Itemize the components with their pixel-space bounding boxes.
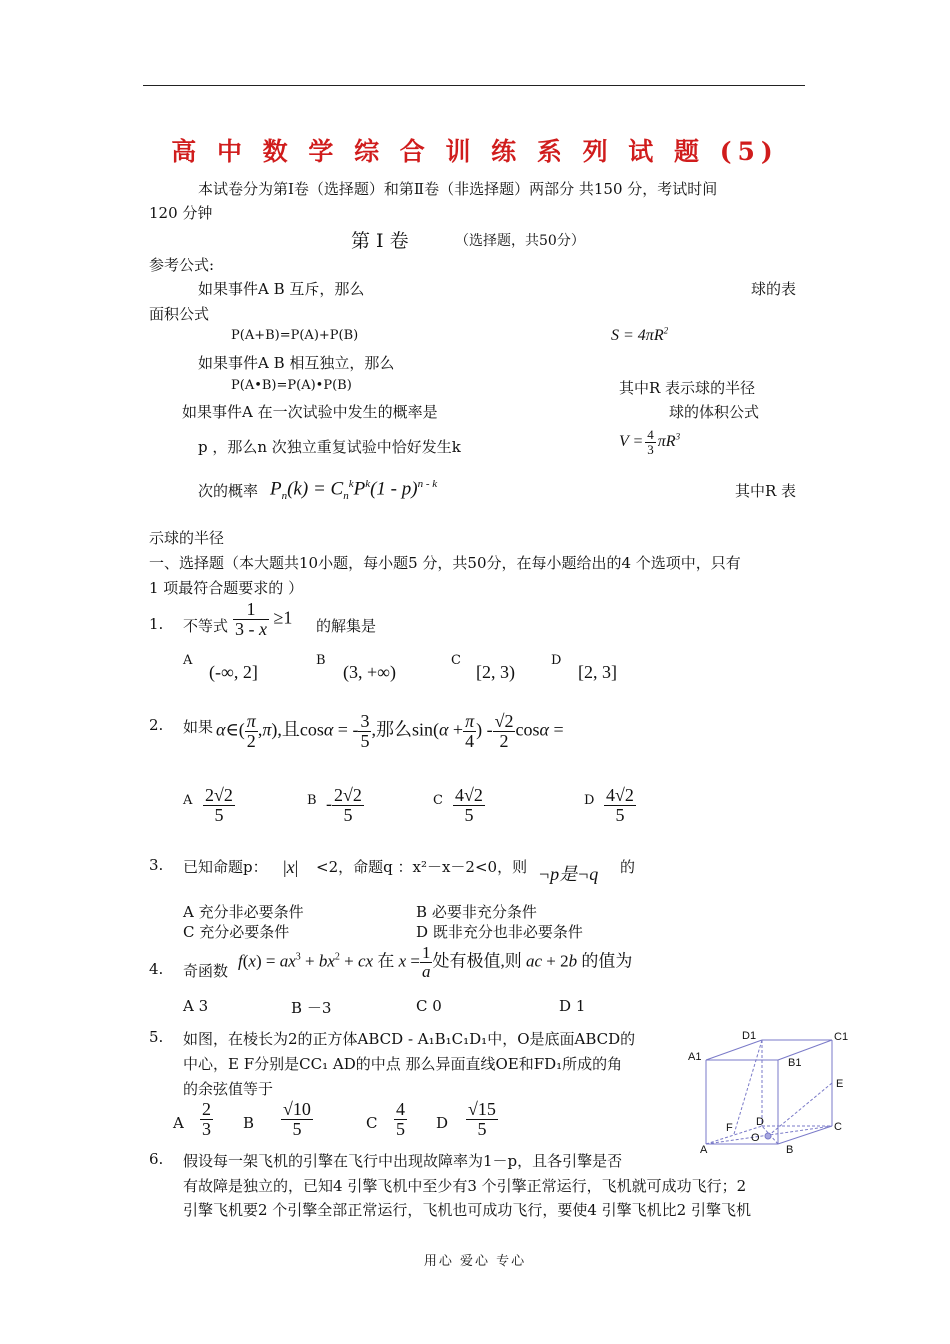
option-text: $\frac{4√2}{5}$ bbox=[606, 785, 634, 825]
question-line: 中心，E F分别是CC₁ AD的中点 那么异面直线OE和FD₁所成的角 bbox=[183, 1055, 623, 1073]
center-point bbox=[765, 1133, 771, 1139]
option-label: A bbox=[173, 1114, 184, 1132]
question-number: 2. bbox=[149, 716, 164, 734]
question-stem: 如果 bbox=[183, 718, 214, 736]
option-label: C bbox=[366, 1114, 378, 1132]
q1-inequality: $\frac{1}{3 - x}$ ≥1 bbox=[235, 599, 293, 639]
vertex-label: B1 bbox=[788, 1057, 802, 1069]
question-stem: 的 bbox=[620, 858, 636, 876]
formula-text: 球的表 bbox=[751, 280, 797, 298]
sphere-area-formula bbox=[611, 326, 668, 345]
question-line: 的余弦值等于 bbox=[183, 1080, 274, 1098]
option-label: B bbox=[243, 1114, 255, 1132]
option-label: D bbox=[436, 1114, 449, 1132]
page-footer: 用心 爱心 专心 bbox=[423, 1254, 527, 1269]
vertex-label: A1 bbox=[688, 1051, 702, 1063]
intro-text-cont: 120 分钟 bbox=[149, 204, 213, 222]
header-rule bbox=[143, 85, 805, 86]
vertex-label: D1 bbox=[742, 1030, 757, 1042]
question-line: 假设每一架飞机的引擎在飞行中出现故障率为1－p，且各引擎是否 bbox=[183, 1152, 623, 1170]
option-b: B 必要非充分条件 bbox=[416, 903, 537, 921]
vertex-label: C1 bbox=[834, 1031, 849, 1043]
option-text: $\frac{2√2}{5}$ bbox=[205, 785, 233, 825]
option-text: (3, +∞) bbox=[343, 662, 396, 682]
formula-text: 如果事件A 在一次试验中发生的概率是 bbox=[182, 403, 438, 421]
vertex-label: O bbox=[751, 1132, 760, 1144]
formula-text: 其中R 表示球的半径 bbox=[619, 379, 756, 397]
option-label: D bbox=[551, 653, 562, 668]
formula-text: 其中R 表 bbox=[735, 482, 797, 500]
option-label: C bbox=[433, 793, 443, 808]
formula-text: P(A•B)=P(A)•P(B) bbox=[231, 378, 352, 393]
option-a: A 3 bbox=[183, 997, 209, 1015]
q2-expression: α∈( $\frac{\pi}{2}$ ,π),且cosα = - $\frac{3}{5}$ ,那么sin(α + $\frac{\pi}{4}$ ) - $\frac{√2}{2}$ cosα = bbox=[216, 711, 564, 751]
page-title: 高 中 数 学 综 合 训 练 系 列 试 题 (5) bbox=[171, 137, 779, 166]
formula-text: 示球的半径 bbox=[149, 529, 225, 547]
question-stem: 不等式 bbox=[183, 617, 229, 635]
option-text: $\frac{2}{3}$ bbox=[202, 1099, 211, 1139]
formula-text: p ，那么n 次独立重复试验中恰好发生k bbox=[198, 438, 461, 456]
formula-text: 次的概率 bbox=[198, 482, 259, 500]
question-tail: 的解集是 bbox=[316, 617, 377, 635]
option-text: [2, 3] bbox=[578, 662, 617, 682]
cube-figure bbox=[684, 1026, 850, 1161]
option-label: B bbox=[307, 793, 317, 808]
option-label: A bbox=[183, 793, 193, 808]
option-text: [2, 3) bbox=[476, 662, 515, 682]
option-label: D bbox=[584, 793, 595, 808]
option-label: C bbox=[451, 653, 461, 668]
part-heading: 第 Ⅰ 卷 bbox=[351, 230, 409, 252]
option-text: $\frac{4}{5}$ bbox=[396, 1099, 405, 1139]
question-number: 5. bbox=[149, 1028, 164, 1046]
vertex-label: D bbox=[756, 1116, 764, 1128]
option-label: A bbox=[183, 653, 193, 668]
vertex-label: B bbox=[786, 1144, 794, 1156]
section-heading: 一、选择题（本大题共10小题，每小题5 分，共50分，在每小题给出的4 个选项中，只有 bbox=[149, 554, 741, 572]
abs-x: |x| bbox=[283, 857, 299, 877]
question-line: 引擎飞机要2 个引擎全部正常运行，飞机也可成功飞行，要使4 引擎飞机比2 引擎飞机 bbox=[183, 1201, 751, 1219]
vertex-label: F bbox=[726, 1122, 733, 1134]
part-note: （选择题，共50分） bbox=[455, 233, 585, 249]
question-number: 6. bbox=[149, 1150, 164, 1168]
vertex-label: A bbox=[700, 1144, 708, 1156]
sphere-volume-formula: V = $\frac{4}{3}$ $\pi R^3$ bbox=[619, 427, 681, 457]
reference-label: 参考公式: bbox=[149, 256, 215, 274]
formula-text: 如果事件A B 相互独立，那么 bbox=[198, 354, 395, 372]
vertex-label: E bbox=[836, 1078, 844, 1090]
vertex-label: C bbox=[834, 1121, 842, 1133]
option-a: A 充分非必要条件 bbox=[183, 903, 304, 921]
question-stem: 奇函数 bbox=[183, 962, 229, 980]
option-text: $\frac{√10}{5}$ bbox=[283, 1099, 311, 1139]
option-d: D 既非充分也非必要条件 bbox=[416, 923, 583, 941]
option-c: C 充分必要条件 bbox=[183, 923, 290, 941]
question-stem: 已知命题p： bbox=[183, 858, 268, 876]
option-text: - $\frac{2√2}{5}$ bbox=[326, 785, 362, 825]
intro-text: 本试卷分为第Ⅰ卷（选择题）和第Ⅱ卷（非选择题）两部分 共150 分，考试时间 bbox=[198, 180, 718, 198]
q4-expression: $f(x) = ax^3 + bx^2$ + cx 在 x = $\frac{1}{a}$ 处有极值,则 ac + 2b 的值为 bbox=[238, 943, 633, 981]
section-heading-cont: 1 项最符合题要求的 ） bbox=[149, 579, 304, 597]
binomial-formula: $P_n(k) = C_n^kP^k(1 - p)^{n - k}$ bbox=[270, 478, 438, 503]
option-b: B －3 bbox=[291, 999, 332, 1017]
sphere-area-math: $S = 4\pi R^2$ bbox=[611, 326, 669, 345]
question-number: 1. bbox=[149, 615, 164, 633]
option-text: (-∞, 2] bbox=[209, 662, 258, 682]
option-d: D 1 bbox=[559, 997, 586, 1015]
formula-text: 球的体积公式 bbox=[669, 403, 760, 421]
question-line: 如图，在棱长为2的正方体ABCD - A₁B₁C₁D₁中，O是底面ABCD的 bbox=[183, 1030, 636, 1048]
neg-p-neg-q: ¬p是¬q bbox=[538, 864, 599, 884]
formula-text: P(A+B)=P(A)+P(B) bbox=[231, 328, 359, 343]
question-number: 4. bbox=[149, 960, 164, 978]
formula-text: 面积公式 bbox=[149, 305, 210, 323]
option-text: $\frac{4√2}{5}$ bbox=[455, 785, 483, 825]
question-stem: <2，命题q ：x²－x－2<0，则 bbox=[316, 858, 528, 876]
option-label: B bbox=[316, 653, 326, 668]
question-number: 3. bbox=[149, 856, 164, 874]
option-c: C 0 bbox=[416, 997, 442, 1015]
option-text: $\frac{√15}{5}$ bbox=[468, 1099, 496, 1139]
formula-text: 如果事件A B 互斥，那么 bbox=[198, 280, 365, 298]
question-line: 有故障是独立的，已知4 引擎飞机中至少有3 个引擎正常运行，飞机就可成功飞行；2 bbox=[183, 1177, 747, 1195]
